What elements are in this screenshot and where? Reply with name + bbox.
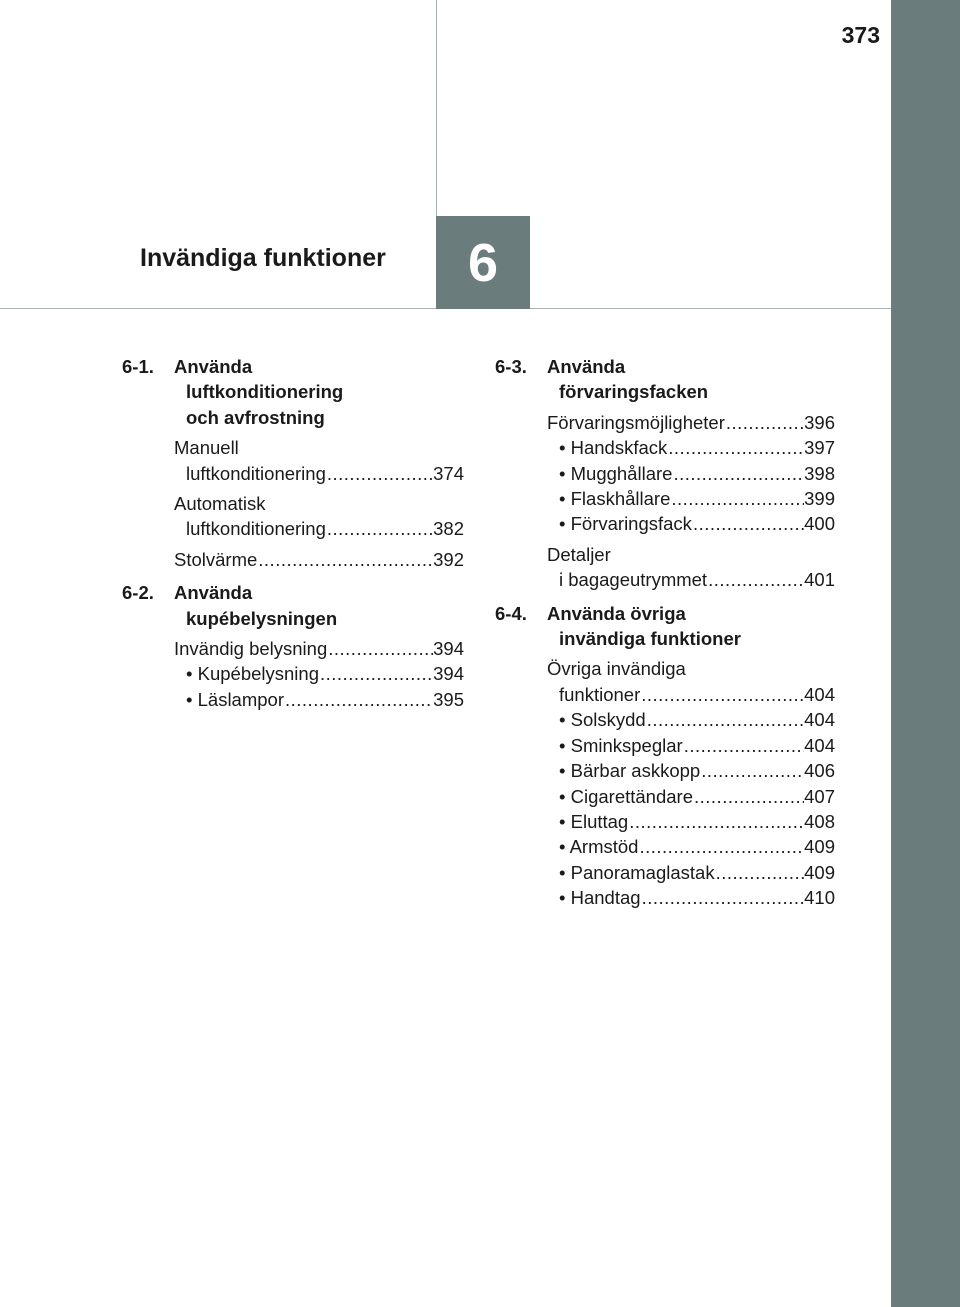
toc-entry[interactable] (122, 636, 464, 661)
entry-label: Invändig belysning (174, 638, 328, 660)
entry-page-number: 392 (433, 548, 464, 570)
toc-column-left (122, 354, 464, 720)
toc-subentry[interactable] (495, 511, 835, 536)
toc-subentry[interactable] (495, 733, 835, 758)
section-title-line: kupébelysningen (186, 607, 338, 629)
toc-subentry[interactable] (495, 834, 835, 859)
section-title-line: invändiga funktioner (559, 628, 741, 650)
leader-dots (725, 410, 804, 435)
page-number: 373 (841, 22, 880, 48)
toc-subentry[interactable] (495, 707, 835, 732)
entry-label: funktioner (559, 683, 641, 705)
section-title-line: och avfrostning (186, 406, 325, 428)
toc-column-right (495, 354, 835, 919)
subentry-label: • Bärbar askkopp (559, 760, 701, 782)
subentry-row (559, 511, 835, 536)
leader-dots (683, 733, 804, 758)
section-heading (122, 354, 464, 430)
leader-dots (284, 687, 433, 712)
entry-label-line: Manuell (174, 437, 239, 459)
subentry-page-number: 395 (433, 688, 464, 710)
leader-dots (326, 516, 433, 541)
subentry-row (559, 435, 835, 460)
subentry-label: • Panoramaglastak (559, 861, 715, 883)
subentry-page-number: 398 (804, 462, 835, 484)
entry-label: luftkonditionering (186, 518, 326, 540)
section-number: 6-2. (122, 582, 154, 604)
subentry-page-number: 408 (804, 810, 835, 832)
entry-row (174, 461, 464, 486)
section-title (547, 354, 835, 405)
leader-dots (670, 486, 804, 511)
leader-dots (319, 661, 433, 686)
toc-subentry[interactable] (495, 809, 835, 834)
leader-dots (692, 511, 804, 536)
subentry-row (559, 486, 835, 511)
section-number: 6-1. (122, 356, 154, 377)
toc-subentry[interactable] (495, 486, 835, 511)
entry-page-number: 404 (804, 683, 835, 705)
toc-entry[interactable] (122, 435, 464, 486)
vertical-rule (436, 0, 437, 216)
toc-subentry[interactable] (495, 885, 835, 910)
section-title-line: förvaringsfacken (559, 381, 709, 403)
subentry-row (559, 809, 835, 834)
section-title-line: luftkonditionering (186, 381, 344, 403)
subentry-row (559, 733, 835, 758)
subentry-label: • Mugghållare (559, 462, 673, 484)
entry-label-line: Övriga invändiga (547, 658, 686, 680)
toc-entry[interactable] (495, 542, 835, 593)
subentry-row (559, 834, 835, 859)
toc-entry[interactable] (122, 547, 464, 572)
toc-section (122, 580, 464, 712)
subentry-row (559, 885, 835, 910)
entry-page-number: 394 (433, 638, 464, 660)
entry-label-line: Detaljer (547, 543, 611, 565)
section-heading (495, 354, 835, 405)
toc-subentry[interactable] (495, 758, 835, 783)
subentry-label: • Förvaringsfack (559, 513, 692, 535)
leader-dots (327, 636, 433, 661)
section-title-line: Använda övriga (547, 602, 686, 624)
entry-row (174, 516, 464, 541)
toc-subentry[interactable] (495, 461, 835, 486)
leader-dots (628, 809, 804, 834)
toc-entry[interactable] (495, 410, 835, 435)
leader-dots (715, 860, 805, 885)
entry-page-number: 396 (804, 411, 835, 433)
toc-subentry[interactable] (495, 435, 835, 460)
subentry-page-number: 406 (804, 760, 835, 782)
entry-page-number: 401 (804, 569, 835, 591)
toc-section (122, 354, 464, 572)
subentry-label: • Eluttag (559, 810, 629, 832)
chapter-number-box: 6 (436, 216, 530, 309)
section-title-line: Använda (174, 582, 253, 604)
subentry-page-number: 410 (804, 887, 835, 909)
entry-label: Förvaringsmöjligheter (547, 411, 725, 433)
leader-dots (707, 567, 804, 592)
subentry-row (186, 661, 464, 686)
toc-section (495, 354, 835, 593)
section-title-line: Använda (174, 356, 253, 377)
leader-dots (672, 461, 804, 486)
leader-dots (257, 547, 433, 572)
entry-row (174, 636, 464, 661)
leader-dots (667, 435, 804, 460)
section-heading (122, 580, 464, 631)
subentry-row (559, 784, 835, 809)
subentry-label: • Armstöd (559, 836, 639, 858)
entry-row (547, 682, 835, 707)
section-title-line: Använda (547, 356, 626, 377)
section-title (547, 601, 835, 652)
toc-subentry[interactable] (122, 661, 464, 686)
subentry-page-number: 409 (804, 836, 835, 858)
subentry-page-number: 397 (804, 437, 835, 459)
leader-dots (326, 461, 433, 486)
section-title (174, 580, 464, 631)
subentry-label: • Sminkspeglar (559, 734, 683, 756)
subentry-page-number: 404 (804, 709, 835, 731)
subentry-label: • Flaskhållare (559, 488, 671, 510)
section-heading (495, 601, 835, 652)
subentry-row (559, 461, 835, 486)
subentry-label: • Cigarettändare (559, 785, 693, 807)
leader-dots (640, 682, 804, 707)
subentry-label: • Handskfack (559, 437, 668, 459)
subentry-row (186, 687, 464, 712)
entry-label: luftkonditionering (186, 462, 326, 484)
chapter-title: Invändiga funktioner (140, 244, 386, 272)
subentry-page-number: 400 (804, 513, 835, 535)
subentry-row (559, 758, 835, 783)
entry-label: i bagageutrymmet (559, 569, 708, 591)
side-band (891, 0, 960, 1307)
entry-row (174, 547, 464, 572)
leader-dots (638, 834, 804, 859)
leader-dots (641, 885, 805, 910)
section-title (174, 354, 464, 430)
entry-row (547, 410, 835, 435)
entry-label: Stolvärme (174, 548, 258, 570)
subentry-page-number: 404 (804, 734, 835, 756)
entry-page-number: 374 (433, 462, 464, 484)
leader-dots (646, 707, 804, 732)
toc-subentry[interactable] (495, 784, 835, 809)
subentry-page-number: 407 (804, 785, 835, 807)
subentry-label: • Solskydd (559, 709, 646, 731)
subentry-row (559, 707, 835, 732)
toc-section (495, 601, 835, 911)
toc-entry[interactable] (122, 491, 464, 542)
toc-subentry[interactable] (495, 860, 835, 885)
toc-subentry[interactable] (122, 687, 464, 712)
subentry-label: • Kupébelysning (186, 663, 319, 685)
section-number: 6-4. (495, 602, 527, 624)
subentry-label: • Handtag (559, 887, 641, 909)
entry-label-line: Automatisk (174, 493, 266, 515)
entry-row (547, 567, 835, 592)
leader-dots (693, 784, 804, 809)
subentry-page-number: 399 (804, 488, 835, 510)
section-number: 6-3. (495, 356, 527, 377)
subentry-label: • Läslampor (186, 688, 284, 710)
subentry-row (559, 860, 835, 885)
toc-entry[interactable] (495, 656, 835, 707)
subentry-page-number: 394 (433, 663, 464, 685)
leader-dots (700, 758, 804, 783)
subentry-page-number: 409 (804, 861, 835, 883)
entry-page-number: 382 (433, 518, 464, 540)
